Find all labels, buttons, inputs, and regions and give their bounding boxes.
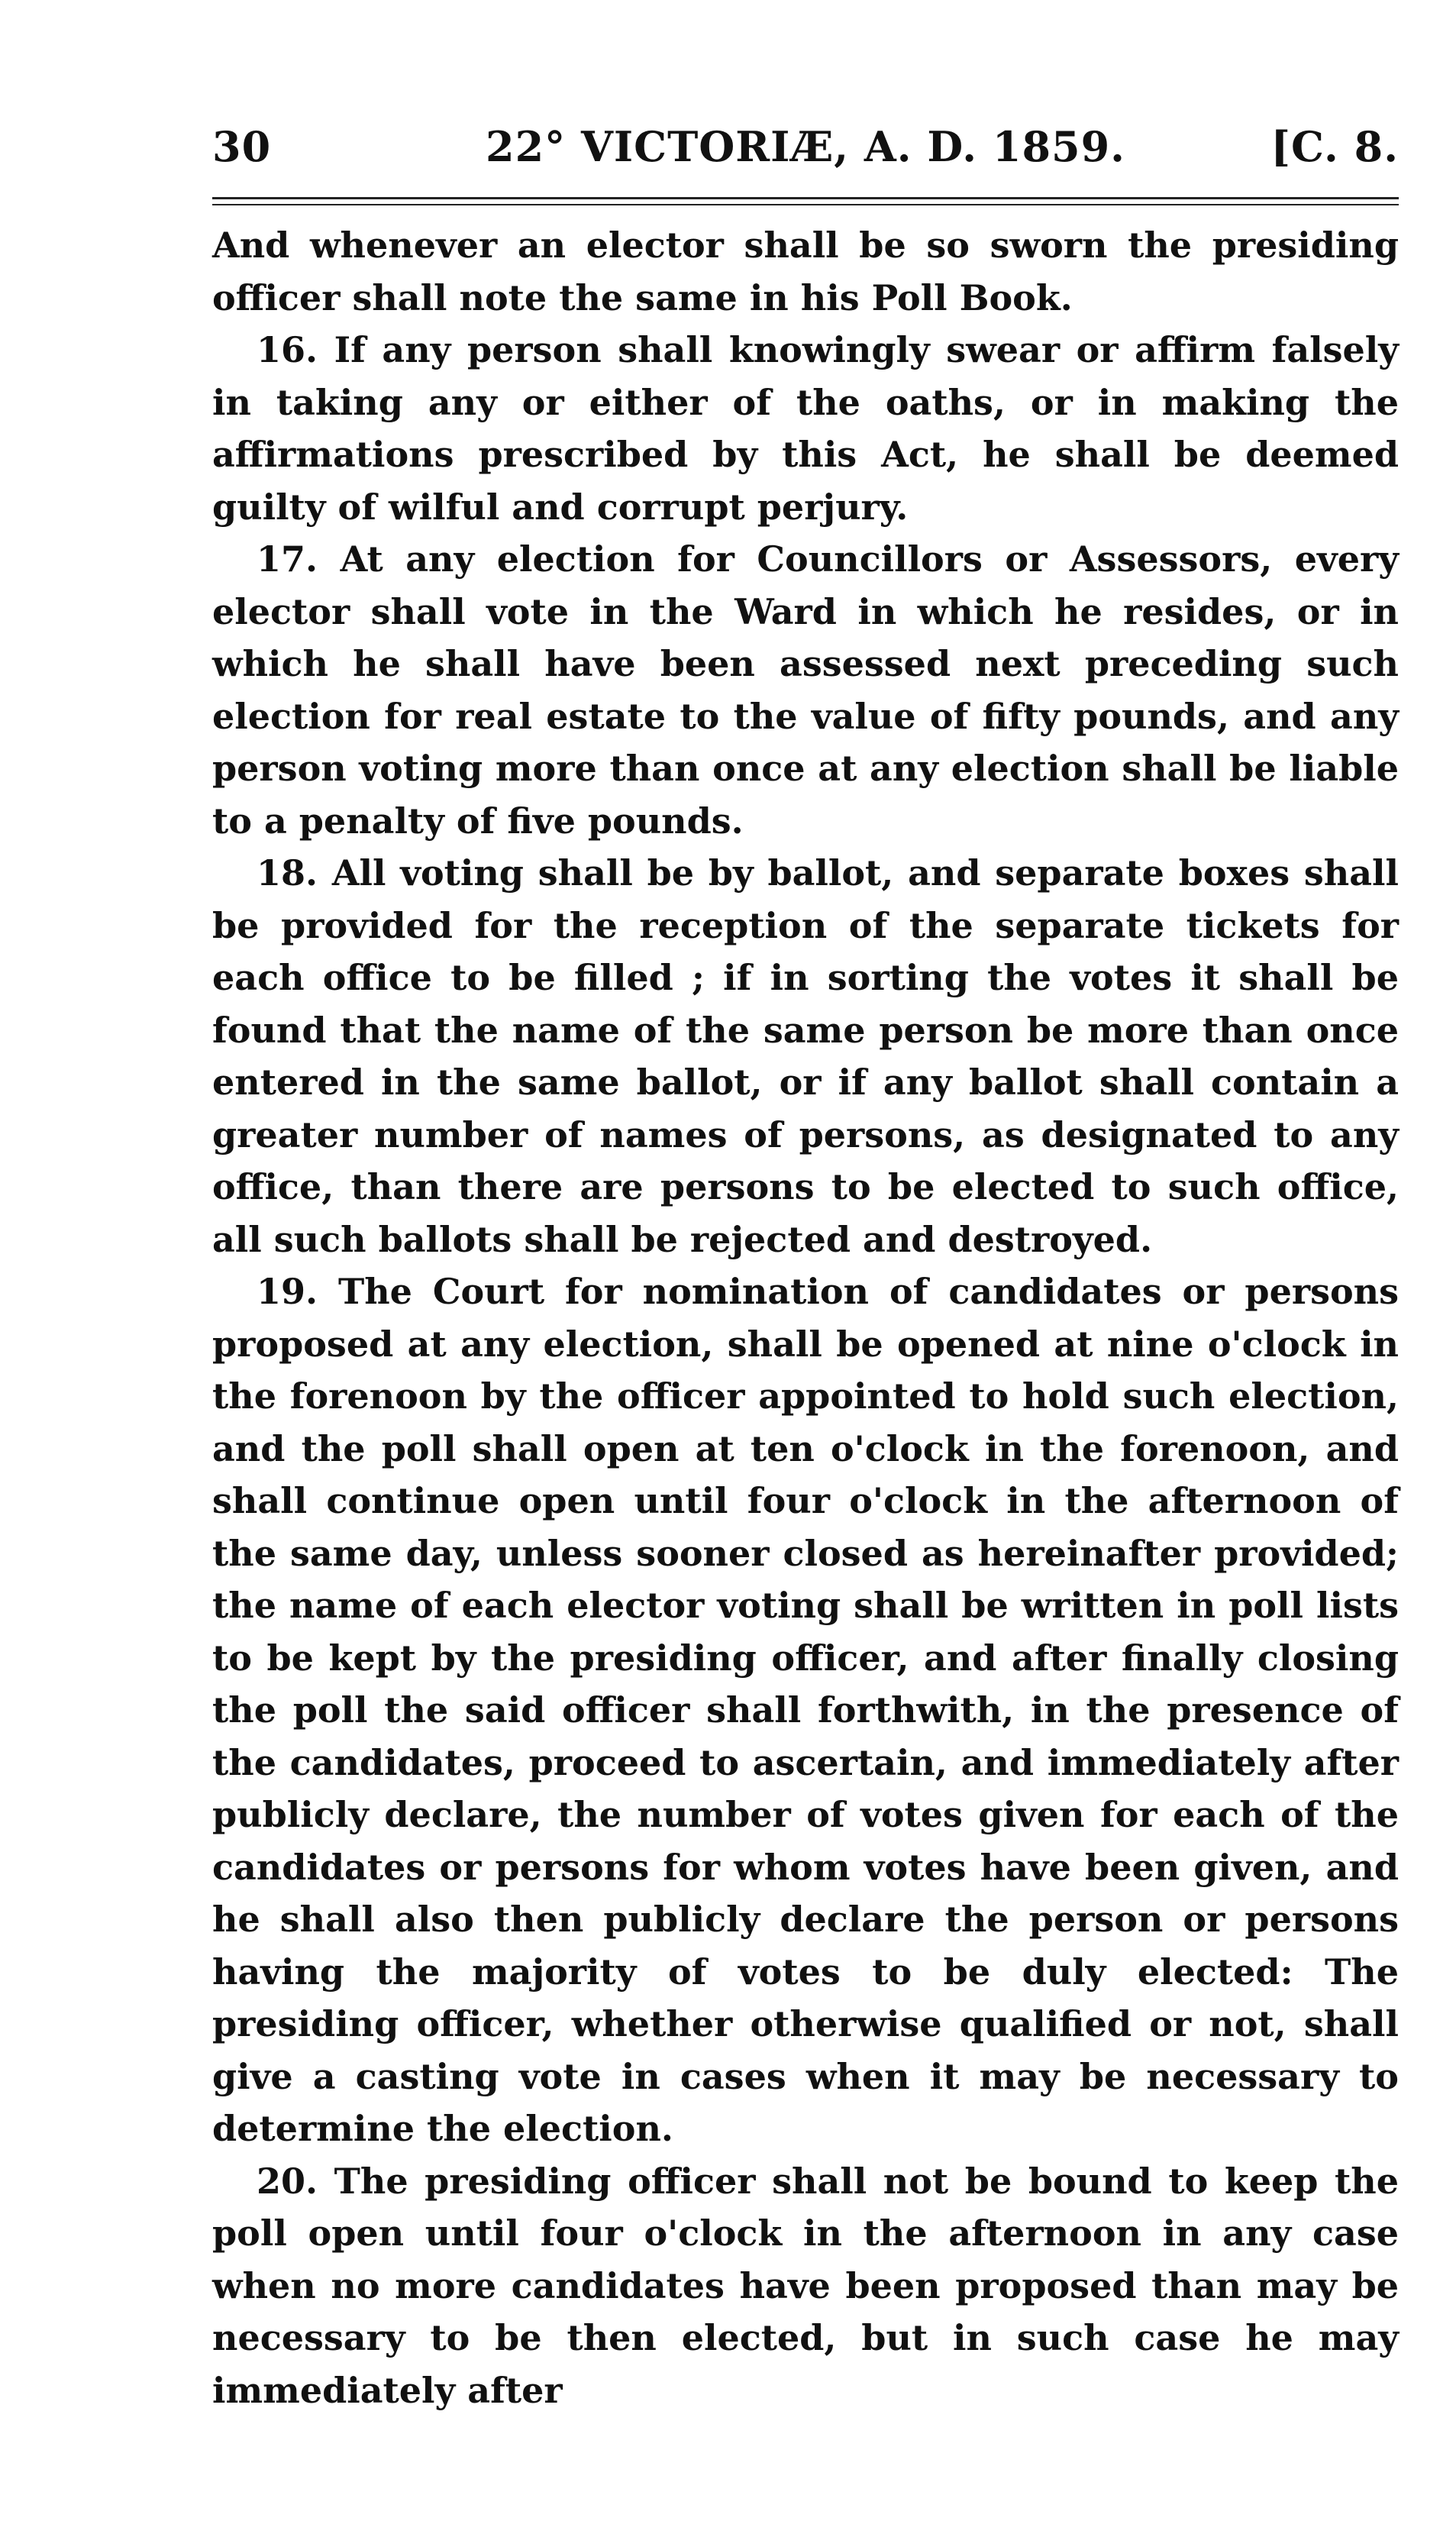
section-18 <box>212 847 1399 1265</box>
paragraph-text: The Court for nomination of candidates or persons proposed at any election, shall be opened at nine o'clock in the forenoon by the officer appointed to hold such election, and the poll shall open at ten o'clock in the forenoon, and shall continue open until four o'clock in the afternoon of the same day, unless sooner closed as hereinafter provided; the name of each elector voting shall be written in poll lists to be kept by the presiding officer, and after finally closing the poll the said officer shall forthwith, in the presence of the candidates, proceed to ascertain, and immediately after publicly declare, the number of votes given for each of the candidates or persons for whom votes have been given, and he shall also then publicly declare the person or persons having the majority of votes to be duly elected: The presiding officer, whether otherwise qualified or not, shall give a casting vote in cases when it may be necessary to determine the election. <box>212 1271 1399 2149</box>
page <box>212 115 1399 2416</box>
section-number: 20. <box>257 2160 318 2202</box>
section-number: 16. <box>257 329 318 370</box>
paragraph-text: If any person shall knowingly swear or affirm falsely in taking any or either of the oaths, or in making the affirmations prescribed by this Act, he shall be deemed guilty of wilful and corrupt perjury. <box>212 329 1399 528</box>
section-20 <box>212 2155 1399 2417</box>
paragraph-text: At any election for Councillors or Assessors, every elector shall vote in the Ward in which he resides, or in which he shall have been assessed next preceding such election for real estate to the value of fifty pounds, and any person voting more than once at any election shall be liable to a penalty of five pounds. <box>212 538 1399 842</box>
paragraph-text: All voting shall be by ballot, and separate boxes shall be provided for the reception of the separate tickets for each office to be filled ; if in sorting the votes it shall be found that the name of the same person be more than once entered in the same ballot, or if any ballot shall contain a greater number of names of persons, as designated to any office, than there are persons to be elected to such office, all such ballots shall be rejected and destroyed. <box>212 852 1400 1260</box>
section-17 <box>212 533 1399 847</box>
running-header <box>212 115 1399 176</box>
section-16 <box>212 324 1399 533</box>
header-rule <box>212 197 1399 205</box>
section-19 <box>212 1265 1399 2155</box>
header-title: 22° VICTORIÆ, A. D. 1859. <box>486 122 1125 171</box>
section-number: 18. <box>257 852 318 894</box>
paragraph-continuation <box>212 219 1399 324</box>
section-number: 19. <box>257 1271 318 1312</box>
chapter-reference: [C. 8. <box>1270 122 1399 171</box>
body-text <box>212 219 1399 2416</box>
paragraph-text: And whenever an elector shall be so sworn the presiding officer shall note the same in his Poll Book. <box>212 225 1399 318</box>
paragraph-text: The presiding officer shall not be bound to keep the poll open until four o'clock in the afternoon in any case when no more candidates have been proposed than may be necessary to be then elected, but in such case he may immediately after <box>212 2160 1399 2411</box>
page-number: 30 <box>212 122 272 171</box>
section-number: 17. <box>257 538 318 580</box>
